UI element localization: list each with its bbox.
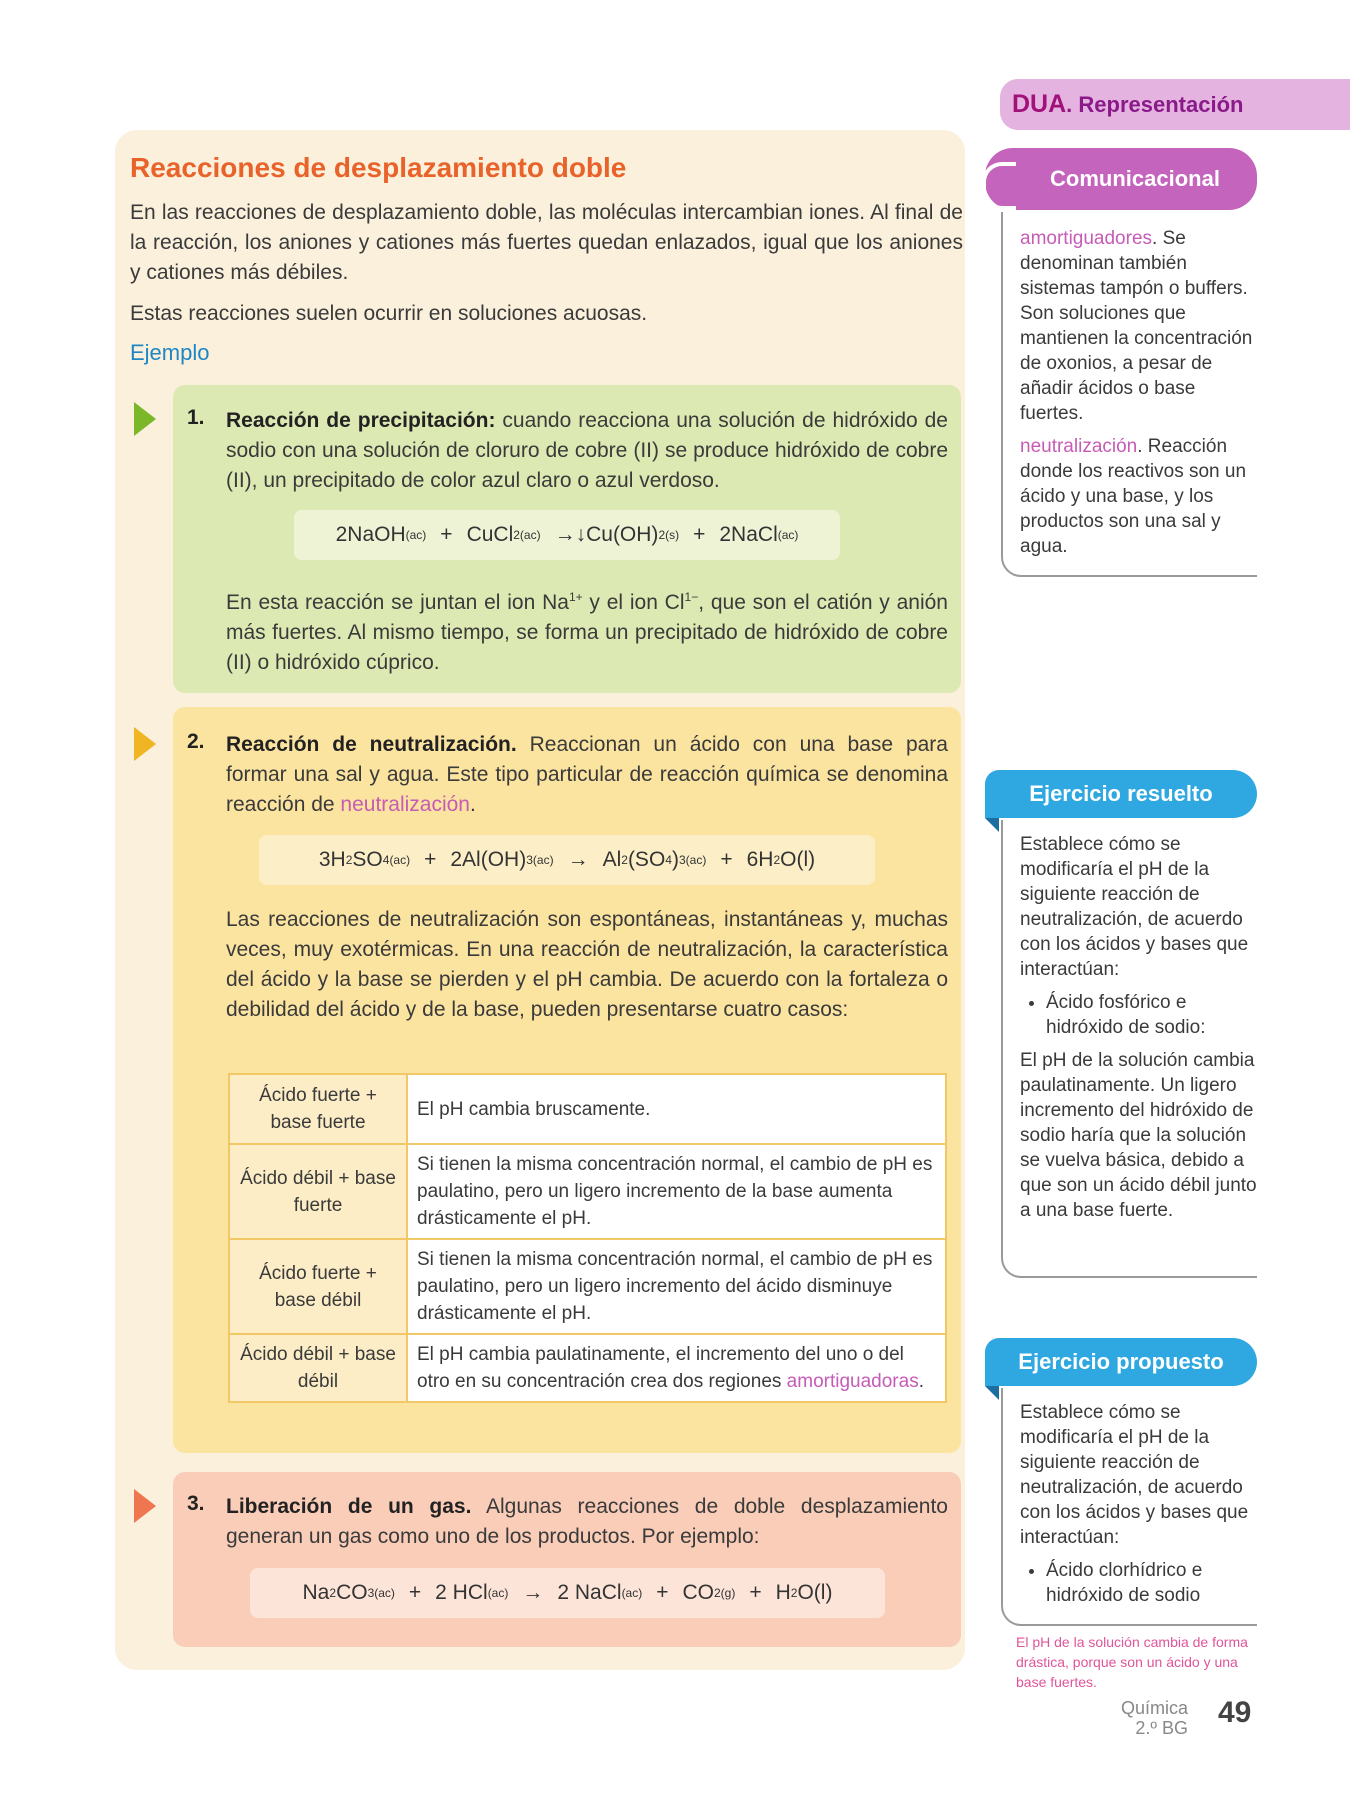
intro-paragraph: En las reacciones de desplazamiento doble, las moléculas intercambian iones. Al final de la reacción, los aniones y cationes más fuertes quedan enlazados, igual que los aniones y cationes más débiles.	[130, 201, 963, 284]
case-label: Ácido débil + base débil	[229, 1334, 407, 1402]
item-heading: Reacción de precipitación:	[226, 409, 496, 432]
item-number: 1.	[187, 406, 205, 429]
list-item: • Ácido clorhídrico e hidróxido de sodio	[1046, 1558, 1262, 1608]
glossary-term: amortiguadores	[1020, 228, 1153, 249]
intro-paragraph-2: Estas reacciones suelen ocurrir en soluciones acuosas.	[130, 302, 648, 325]
swirl-icon	[982, 162, 1016, 210]
arrow-marker-icon	[134, 402, 156, 436]
keyword-amortiguadoras: amortiguadoras	[786, 1371, 919, 1392]
footer-subject: Química 2.º BG	[1088, 1698, 1188, 1738]
glossary-entry: amortiguadores. Se denominan también sistemas tampón o buffers. Son soluciones que mantienen la concentración de oxonios, a pesar de añadir ácidos o base fuertes.	[1020, 228, 1253, 424]
dua-header	[1000, 79, 1350, 130]
item-body: cuando reacciona una solución de hidróxido de sodio con una solución de cloruro de cobre (II) se produce hidróxido de cobre (II), un precipitado de color azul claro o azul verdoso.	[226, 409, 948, 492]
list-item: • Ácido fosfórico e hidróxido de sodio:	[1046, 990, 1262, 1040]
ejercicio-propuesto-tab: Ejercicio propuesto	[985, 1338, 1257, 1386]
neutralization-text: Reacción de neutralización. Reaccionan un ácido con una base para formar una sal y agua. Este tipo particular de reacción química se denomina reacción de neutralización.	[226, 733, 948, 816]
item-heading: Liberación de un gas.	[226, 1495, 472, 1518]
equation-precipitation: 2NaOH (ac) + CuCl 2(ac) → ↓ Cu(OH) 2(s) + 2NaCl (ac)	[294, 510, 840, 560]
arrow-marker-icon	[134, 727, 156, 761]
resuelto-answer: El pH de la solución cambia paulatinamente. Un ligero incremento del hidróxido de sodio haría que la solución se vuelva básica, debido a que son un ácido débil junto a una base fuerte.	[1020, 1050, 1257, 1221]
page-number: 49	[1218, 1696, 1252, 1729]
item-number: 3.	[187, 1492, 205, 1515]
table-row	[229, 1239, 946, 1334]
case-description: El pH cambia bruscamente.	[407, 1074, 946, 1144]
propuesto-text: Establece cómo se modificaría el pH de la siguiente reacción de neutralización, de acuerdo con los ácidos y bases que interactúan: • Ácido clorhídrico e hidróxido de sodio	[1020, 1400, 1262, 1616]
glossary-term: neutralización	[1020, 436, 1138, 457]
table-row	[229, 1334, 946, 1402]
propuesto-answer: El pH de la solución cambia de forma drástica, porque son un ácido y una base fuertes.	[1016, 1634, 1248, 1690]
resuelto-text: Establece cómo se modificaría el pH de la siguiente reacción de neutralización, de acuerdo con los ácidos y bases que interactúan: • Ácido fosfórico e hidróxido de sodio: El pH de la solución cambia paulatinamente. Un ligero incremento del hidróxido de sodio haría que la solución se vuelva básica, debido a que son un ácido débil junto a una base fuerte.	[1020, 832, 1262, 1231]
dua-label: DUA	[1012, 90, 1067, 118]
ejercicio-resuelto-tab: Ejercicio resuelto	[985, 770, 1257, 818]
case-label: Ácido fuerte + base débil	[229, 1239, 407, 1334]
table-row	[229, 1074, 946, 1144]
case-label: Ácido débil + base fuerte	[229, 1144, 407, 1239]
footer-grade: 2.º BG	[1135, 1718, 1188, 1738]
case-label: Ácido fuerte + base fuerte	[229, 1074, 407, 1144]
equation-gas-release: Na 2 CO 3(ac) + 2 HCl (ac) → 2 NaCl (ac) + CO 2(g) + H 2 O(l)	[250, 1568, 885, 1618]
cases-table	[228, 1073, 947, 1403]
equation-neutralization: 3H 2 SO 4(ac) + 2Al(OH) 3(ac) → Al 2 (SO 4 ) 3(ac) + 6H 2 O(l)	[259, 835, 875, 885]
gas-release-text: Liberación de un gas. Algunas reacciones de doble desplazamiento generan un gas como uno de los productos. Por ejemplo:	[226, 1495, 948, 1548]
comunicacional-tab: Comunicacional	[985, 148, 1257, 210]
item-number: 2.	[187, 730, 205, 753]
item-heading: Reacción de neutralización.	[226, 733, 517, 756]
case-description: Si tienen la misma concentración normal, el cambio de pH es paulatino, pero un ligero incremento de la base aumenta drásticamente el pH.	[407, 1144, 946, 1239]
example-label: Ejemplo	[130, 340, 210, 365]
glossary-entry: neutralización. Reacción donde los reactivos son un ácido y una base, y los productos son una sal y agua.	[1020, 436, 1247, 557]
keyword-neutralizacion: neutralización	[340, 793, 470, 816]
precipitation-explanation: En esta reacción se juntan el ion $Na^{1+}$ y el ion $Cl^{1-}$, que son el catión y anión más fuertes. Al mismo tiempo, se forma un precipitado de hidróxido de cobre (II) o hidróxido cúprico.	[226, 590, 948, 674]
tab-fold-icon	[985, 1386, 999, 1400]
section-title: Reacciones de desplazamiento doble	[130, 152, 627, 183]
dua-subtitle: . Representación	[1066, 91, 1244, 117]
table-row	[229, 1144, 946, 1239]
case-description: El pH cambia paulatinamente, el incremento del uno o del otro en su concentración crea dos regiones amortiguadoras.	[407, 1334, 946, 1402]
precipitation-text	[226, 406, 948, 496]
case-description: Si tienen la misma concentración normal, el cambio de pH es paulatino, pero un ligero incremento del ácido disminuye drásticamente el pH.	[407, 1239, 946, 1334]
glossary-text	[1020, 226, 1262, 567]
tab-fold-icon	[985, 818, 999, 832]
neutralization-explanation: Las reacciones de neutralización son espontáneas, instantáneas y, muchas veces, muy exotérmicas. En una reacción de neutralización, la característica del ácido y la base se pierden y el pH cambia. De acuerdo con la fortaleza o debilidad del ácido y de la base, pueden presentarse cuatro casos:	[226, 908, 948, 1021]
arrow-marker-icon	[134, 1489, 156, 1523]
